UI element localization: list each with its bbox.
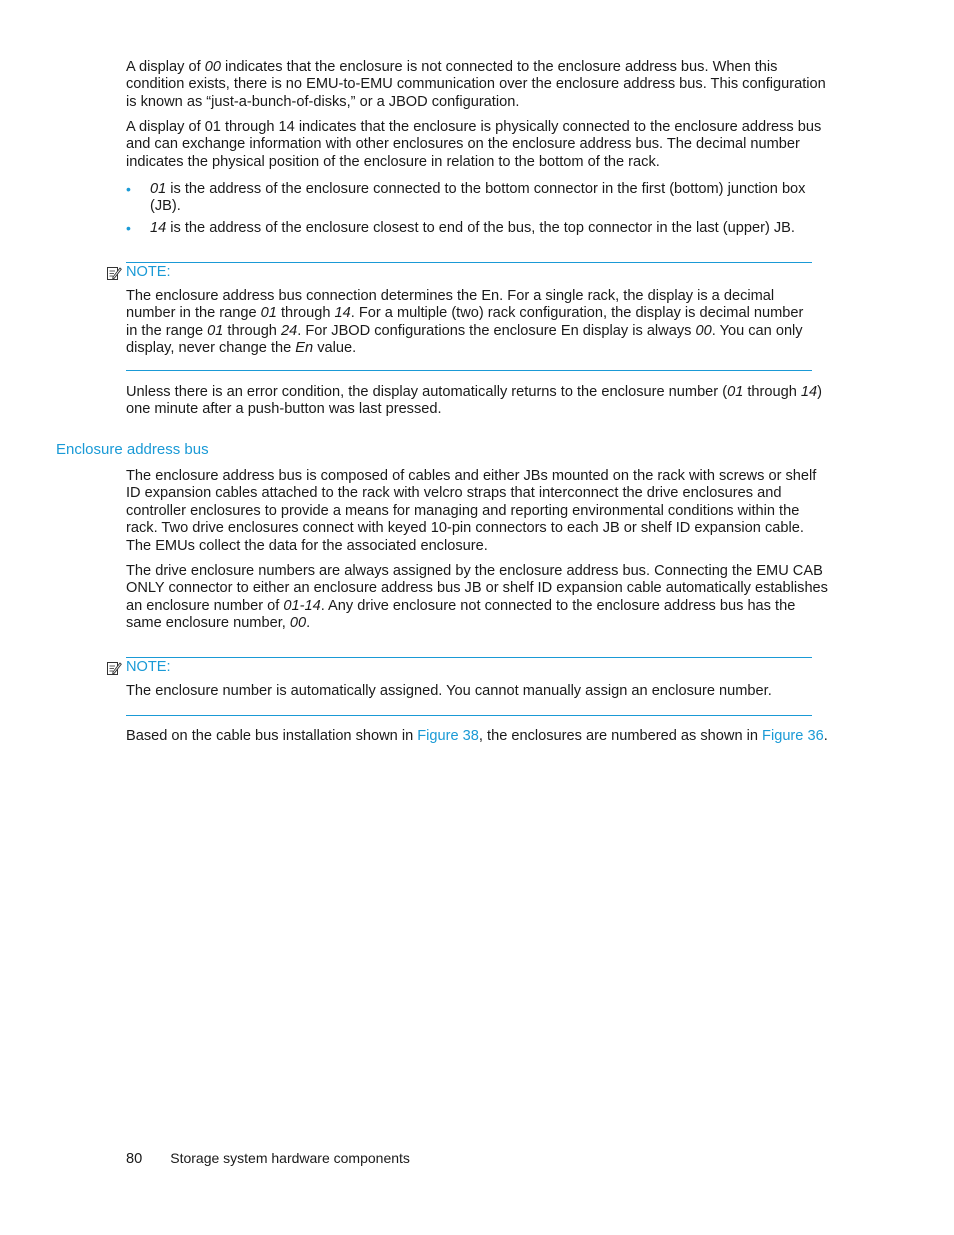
footer-title: Storage system hardware components <box>170 1150 410 1166</box>
text: indicates that the enclosure is not connected to the enclosure address bus. When this condition exists, there is no EMU-to-EMU communication over the enclosure address bus. This configuration is known as “just-a-bunch-of-disks,” or a JBOD configuration. <box>126 59 826 110</box>
text: . Any drive enclosure not connected to the enclosure address bus has the same enclosure number, <box>126 597 796 632</box>
text: through <box>223 322 281 339</box>
text: Unless there is an error condition, the display automatically returns to the enclosure number ( <box>126 384 728 400</box>
page-footer <box>126 1150 410 1168</box>
note-pencil-icon <box>106 660 122 676</box>
value: 01 <box>727 384 744 400</box>
paragraph-display-00 <box>126 59 832 111</box>
text: Based on the cable bus installation shown in <box>126 728 418 744</box>
paragraph-address-bus: The enclosure address bus is composed of cables and either JBs mounted on the rack with screws or shelf ID expansion cables attached to the rack with velcro straps that interconnect the drive enclosures and controller enclosures to provide a means for managing and reporting environmental conditions within the rack. Two drive enclosures connect with keyed 10-pin connectors to each JB or shelf ID expansion cable. The EMUs collect the data for the associated enclosure. <box>126 468 817 554</box>
text: through <box>276 305 335 322</box>
figure-38-link[interactable]: Figure 38 <box>417 728 479 744</box>
text: A display of <box>126 59 205 75</box>
paragraph-figure-refs <box>126 728 832 745</box>
value: 01-14 <box>283 597 321 614</box>
text: The drive enclosure numbers are always assigned by the enclosure address bus. Connecting the EMU CAB ONLY connector to either an enclosure address bus JB or shelf ID expansion cable automatically establishes an enclosure number of <box>126 563 828 614</box>
page-number: 80 <box>126 1151 143 1167</box>
text: value. <box>313 340 357 357</box>
value-01: 01 <box>150 181 167 197</box>
value: 01 <box>260 305 277 322</box>
note-header <box>106 659 171 677</box>
value: 01 <box>207 322 224 339</box>
paragraph-error-condition <box>126 384 832 419</box>
value-00: 00 <box>204 59 221 75</box>
text: ) one minute after a push-button was last pressed. <box>126 384 823 418</box>
bullet-icon: • <box>126 220 131 236</box>
value: 00 <box>695 322 712 339</box>
note-divider-top <box>126 657 812 658</box>
text: is the address of the enclosure closest to end of the bus, the top connector in the last (upper) JB. <box>166 220 795 236</box>
text: through <box>743 384 801 400</box>
section-heading: Enclosure address bus <box>56 441 209 458</box>
text: The enclosure address bus connection determines the En. For a single rack, the display is a decimal number in the range <box>126 288 775 322</box>
note-pencil-icon <box>106 265 122 281</box>
value: 00 <box>289 615 307 632</box>
text: . <box>823 728 828 744</box>
figure-36-link[interactable]: Figure 36 <box>762 728 824 744</box>
note-divider-bottom <box>126 715 812 716</box>
text: is the address of the enclosure connected to the bottom connector in the first (bottom) junction box (JB). <box>150 181 806 215</box>
paragraph-enclosure-numbers <box>126 563 832 633</box>
bullet-item-14 <box>126 220 840 237</box>
note-divider-top <box>126 262 812 263</box>
text: , the enclosures are numbered as shown in <box>478 728 763 744</box>
paragraph-display-01-14: A display of 01 through 14 indicates that the enclosure is physically connected to the enclosure address bus and can exchange information with other enclosures on the enclosure address bus. The decimal number indicates the physical position of the enclosure in relation to the bottom of the rack. <box>126 119 822 170</box>
note-text-en <box>126 288 812 358</box>
value: 14 <box>334 305 351 322</box>
note-label: NOTE: <box>126 264 171 281</box>
value: 14 <box>800 384 818 400</box>
value-14: 14 <box>150 220 167 236</box>
text: . For a multiple (two) rack configuration, the display is decimal number in the range <box>126 305 804 339</box>
bullet-item-01 <box>126 181 840 216</box>
text: . <box>306 615 311 632</box>
note-text-assigned: The enclosure number is automatically assigned. You cannot manually assign an enclosure number. <box>126 683 772 699</box>
value: En <box>295 340 314 357</box>
note-divider-bottom <box>126 370 812 371</box>
bullet-icon: • <box>126 181 131 197</box>
note-header <box>106 264 171 282</box>
note-label: NOTE: <box>126 659 171 676</box>
value: 24 <box>280 322 298 339</box>
text: . You can only display, never change the <box>126 322 803 357</box>
text: . For JBOD configurations the enclosure En display is always <box>297 322 696 339</box>
